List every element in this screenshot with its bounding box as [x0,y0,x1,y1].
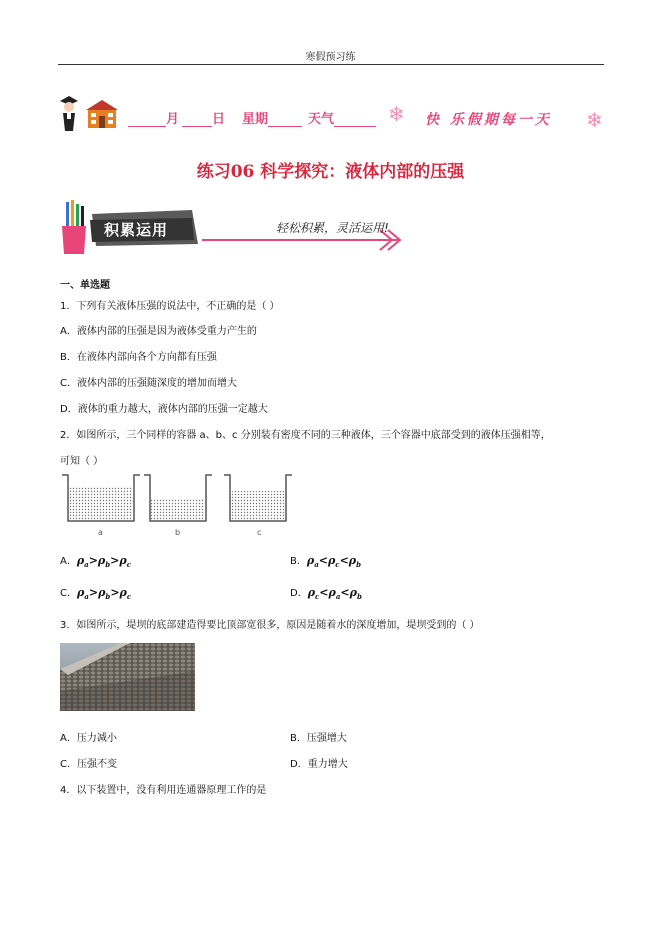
month-field: 月 [128,108,179,127]
question-2-stem: 2．如图所示，三个同样的容器 a、b、c 分别装有密度不同的三种液体，三个容器中底部受到的液体压强相等， [60,430,551,441]
question-2-option-c: C．$\rho_a>\rho_b>\rho_c$ [60,586,132,602]
question-3-option-d: D．重力增大 [290,759,348,770]
question-2-option-b: B．$\rho_a<\rho_c<\rho_b$ [290,554,362,570]
page-header: 寒假预习练 [305,52,356,63]
question-3-option-a: A．压力减小 [60,733,117,744]
question-2-stem-cont: 可知（ ） [60,456,104,467]
date-banner [58,92,610,136]
school-building-icon [82,98,122,130]
three-containers-figure [60,469,300,541]
question-2-option-a: A．$\rho_a>\rho_b>\rho_c$ [60,554,131,570]
container-c [224,475,292,521]
section-banner [60,200,405,256]
formula: $\rho_a>\rho_b>\rho_c$ [76,586,132,602]
question-2-option-d: D．$\rho_c<\rho_a<\rho_b$ [290,586,362,602]
pencil-cup-icon [60,200,88,256]
question-3-option-b: B．压强增大 [290,733,347,744]
banner-slogan: 快 乐假期每一天 [425,112,552,128]
formula: $\rho_a<\rho_c<\rho_b$ [306,554,362,570]
section-banner-slogan: 轻松积累，灵活运用! [276,221,389,235]
formula: $\rho_c<\rho_a<\rho_b$ [307,586,362,602]
container-label-a: a [98,528,103,537]
question-4-stem: 4．以下装置中，没有利用连通器原理工作的是 [60,785,267,796]
header-divider [58,64,604,65]
question-1-option-d: D．液体的重力越大，液体内部的压强一定越大 [60,404,268,415]
question-1-option-a: A．液体内部的压强是因为液体受重力产生的 [60,326,257,337]
container-label-b: b [175,528,181,537]
day-field: 日 [182,108,225,127]
weekday-field: 星期 [242,108,302,127]
snowflake-icon: ❄ [388,102,405,126]
container-label-c: c [257,528,262,537]
weather-field: 天气 [308,108,376,127]
graduate-student-icon [58,94,80,134]
question-1-stem: 1．下列有关液体压强的说法中，不正确的是（ ） [60,301,280,312]
page-title: 练习06 科学探究：液体内部的压强 [196,162,465,182]
question-1-option-c: C．液体内部的压强随深度的增加而增大 [60,378,237,389]
question-1-option-b: B．在液体内部向各个方向都有压强 [60,352,217,363]
section-heading: 一、单选题 [60,280,110,291]
container-a [62,475,140,521]
formula: $\rho_a>\rho_b>\rho_c$ [76,554,131,570]
container-b [144,475,212,521]
question-3-stem: 3．如图所示，堤坝的底部建造得要比顶部宽很多，原因是随着水的深度增加，堤坝受到的（ ） [60,620,480,631]
question-3-option-c: C．压强不变 [60,759,117,770]
dam-photo [60,643,195,711]
snowflake-icon: ❄ [586,108,603,132]
section-banner-label: 积累运用 [104,221,169,239]
